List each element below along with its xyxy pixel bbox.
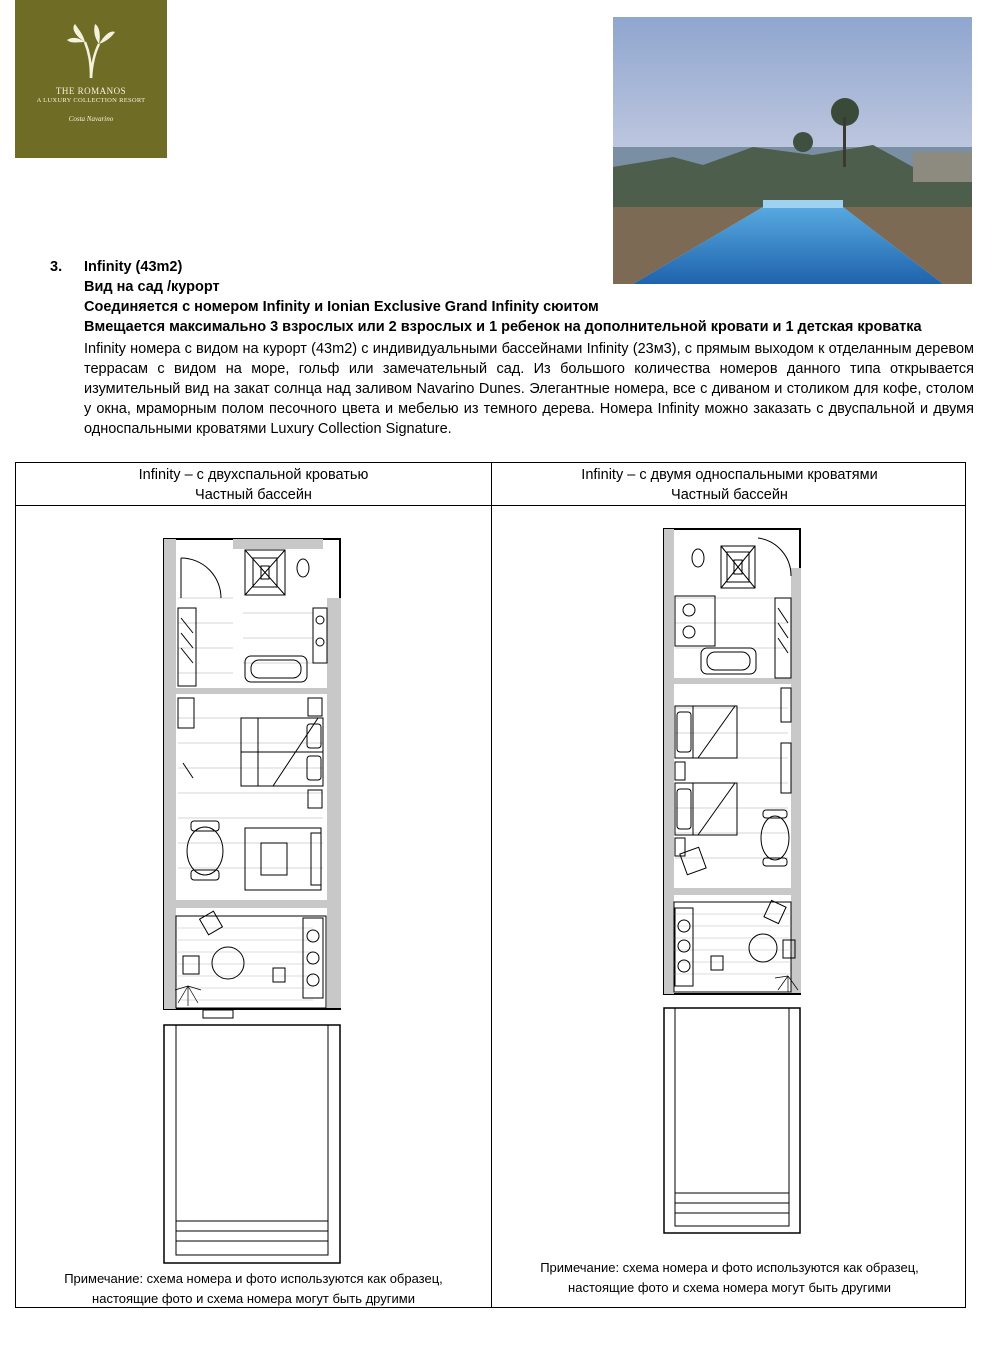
floor-plan-table (15, 462, 966, 1308)
right-plan-subtitle: Частный бассейн (671, 487, 788, 503)
room-capacity: Вмещается максимально 3 взрослых или 2 взрослых и 1 ребенок на дополнительной кровати и 1 детская кроватка (84, 319, 922, 335)
room-title: Infinity (43m2) (84, 259, 183, 275)
logo-location: Costa Navarino (68, 115, 114, 123)
plant-logo-icon (65, 22, 117, 80)
twin-beds-floor-plan (663, 528, 803, 1238)
left-note-line-1: Примечание: схема номера и фото используются как образец, (64, 1271, 443, 1286)
room-view: Вид на сад /курорт (84, 279, 220, 295)
left-note-line-2: настоящие фото и схема номера могут быть другими (92, 1291, 415, 1306)
left-column-header (16, 465, 491, 505)
room-connects: Соединяется с номером Infinity и Ionian Exclusive Grand Infinity сюитом (84, 299, 599, 315)
right-column-header (492, 465, 967, 505)
double-bed-floor-plan (163, 538, 343, 1268)
logo-name: THE ROMANOS (55, 86, 127, 96)
table-divider (491, 463, 492, 1307)
right-note-line-1: Примечание: схема номера и фото используются как образец, (540, 1260, 919, 1275)
logo-subtitle: A LUXURY COLLECTION RESORT (36, 97, 146, 104)
right-plan-note (492, 1258, 967, 1298)
right-note-line-2: настоящие фото и схема номера могут быть другими (568, 1280, 891, 1295)
resort-logo (15, 0, 167, 158)
right-plan-title: Infinity – с двумя односпальными кроватями (581, 467, 878, 483)
section-number: 3. (50, 259, 63, 275)
room-description: Infinity номера с видом на курорт (43m2) с индивидуальными бассейнами Infinity (23м3), с прямым выходом к отделанным деревом террасам с видом на море, гольф или замечательный сад. Из большого количества номеров данного типа открывается изумительный вид на закат солнца над заливом Navarino Dunes. Элегантные номера, все с диваном и столиком для кофе, столом у окна, мраморным полом песочного цвета и мебелью из темного дерева. Номера Infinity можно заказать с двуспальной и двумя односпальными кроватями Luxury Collection Signature. (84, 341, 974, 437)
left-plan-subtitle: Частный бассейн (195, 487, 312, 503)
table-header-divider (16, 505, 965, 506)
left-plan-note (16, 1269, 491, 1309)
infinity-pool-photo (613, 17, 972, 284)
left-plan-title: Infinity – с двухспальной кроватью (138, 467, 369, 483)
